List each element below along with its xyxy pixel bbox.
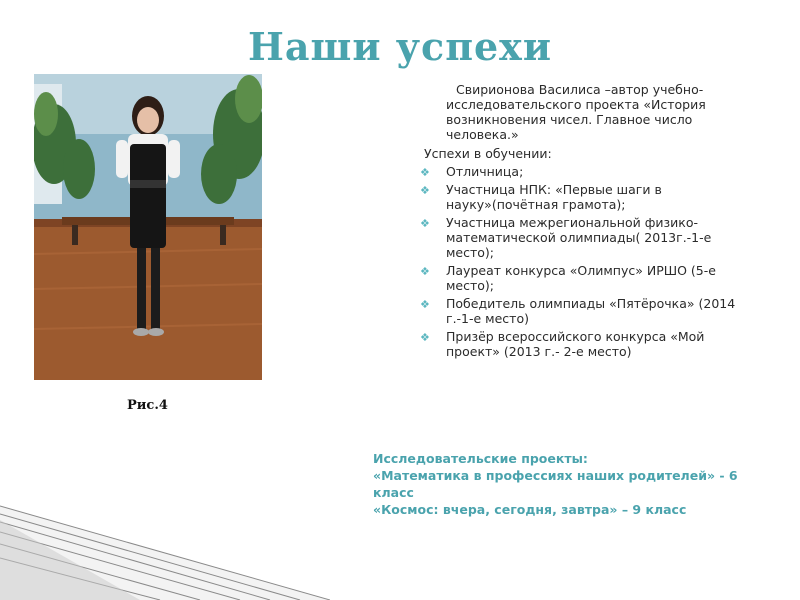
projects-heading: Исследовательские проекты:: [373, 451, 588, 466]
research-projects: [373, 450, 773, 518]
list-item: ❖ Лауреат конкурса «Олимпус» ИРШО (5-е место);: [420, 263, 716, 293]
student-photo: [34, 74, 262, 380]
list-item: ❖ Отличница;: [420, 164, 524, 179]
list-item: ❖ Участница межрегиональной физико-математической олимпиады( 2013г.-1-е место);: [420, 215, 712, 260]
achievements-list: [418, 164, 738, 359]
diamond-bullet-icon: ❖: [420, 298, 430, 311]
slide-title: Наши успехи: [247, 24, 553, 69]
diamond-bullet-icon: ❖: [420, 265, 430, 278]
diamond-bullet-icon: ❖: [420, 166, 430, 179]
corner-decoration: [0, 500, 330, 600]
achievements-text-block: [418, 82, 738, 362]
project-item: «Космос: вчера, сегодня, завтра» – 9 класс: [373, 502, 687, 517]
list-item: ❖ Участница НПК: «Первые шаги в науку»(почётная грамота);: [420, 182, 662, 212]
achievements-heading: Успехи в обучении:: [424, 146, 552, 161]
project-item: «Математика в профессиях наших родителей» - 6 класс: [373, 468, 738, 500]
diamond-bullet-icon: ❖: [420, 217, 430, 230]
photo-caption: Рис.4: [127, 398, 168, 413]
diamond-bullet-icon: ❖: [420, 331, 430, 344]
list-item: ❖ Победитель олимпиады «Пятёрочка» (2014 г.-1-е место): [420, 296, 736, 326]
list-item: ❖ Призёр всероссийского конкурса «Мой проект» (2013 г.- 2-е место): [420, 329, 705, 359]
author-description: Свирионова Василиса –автор учебно-исследовательского проекта «История возникновения чисел. Главное число человека.»: [446, 82, 706, 142]
diamond-bullet-icon: ❖: [420, 184, 430, 197]
